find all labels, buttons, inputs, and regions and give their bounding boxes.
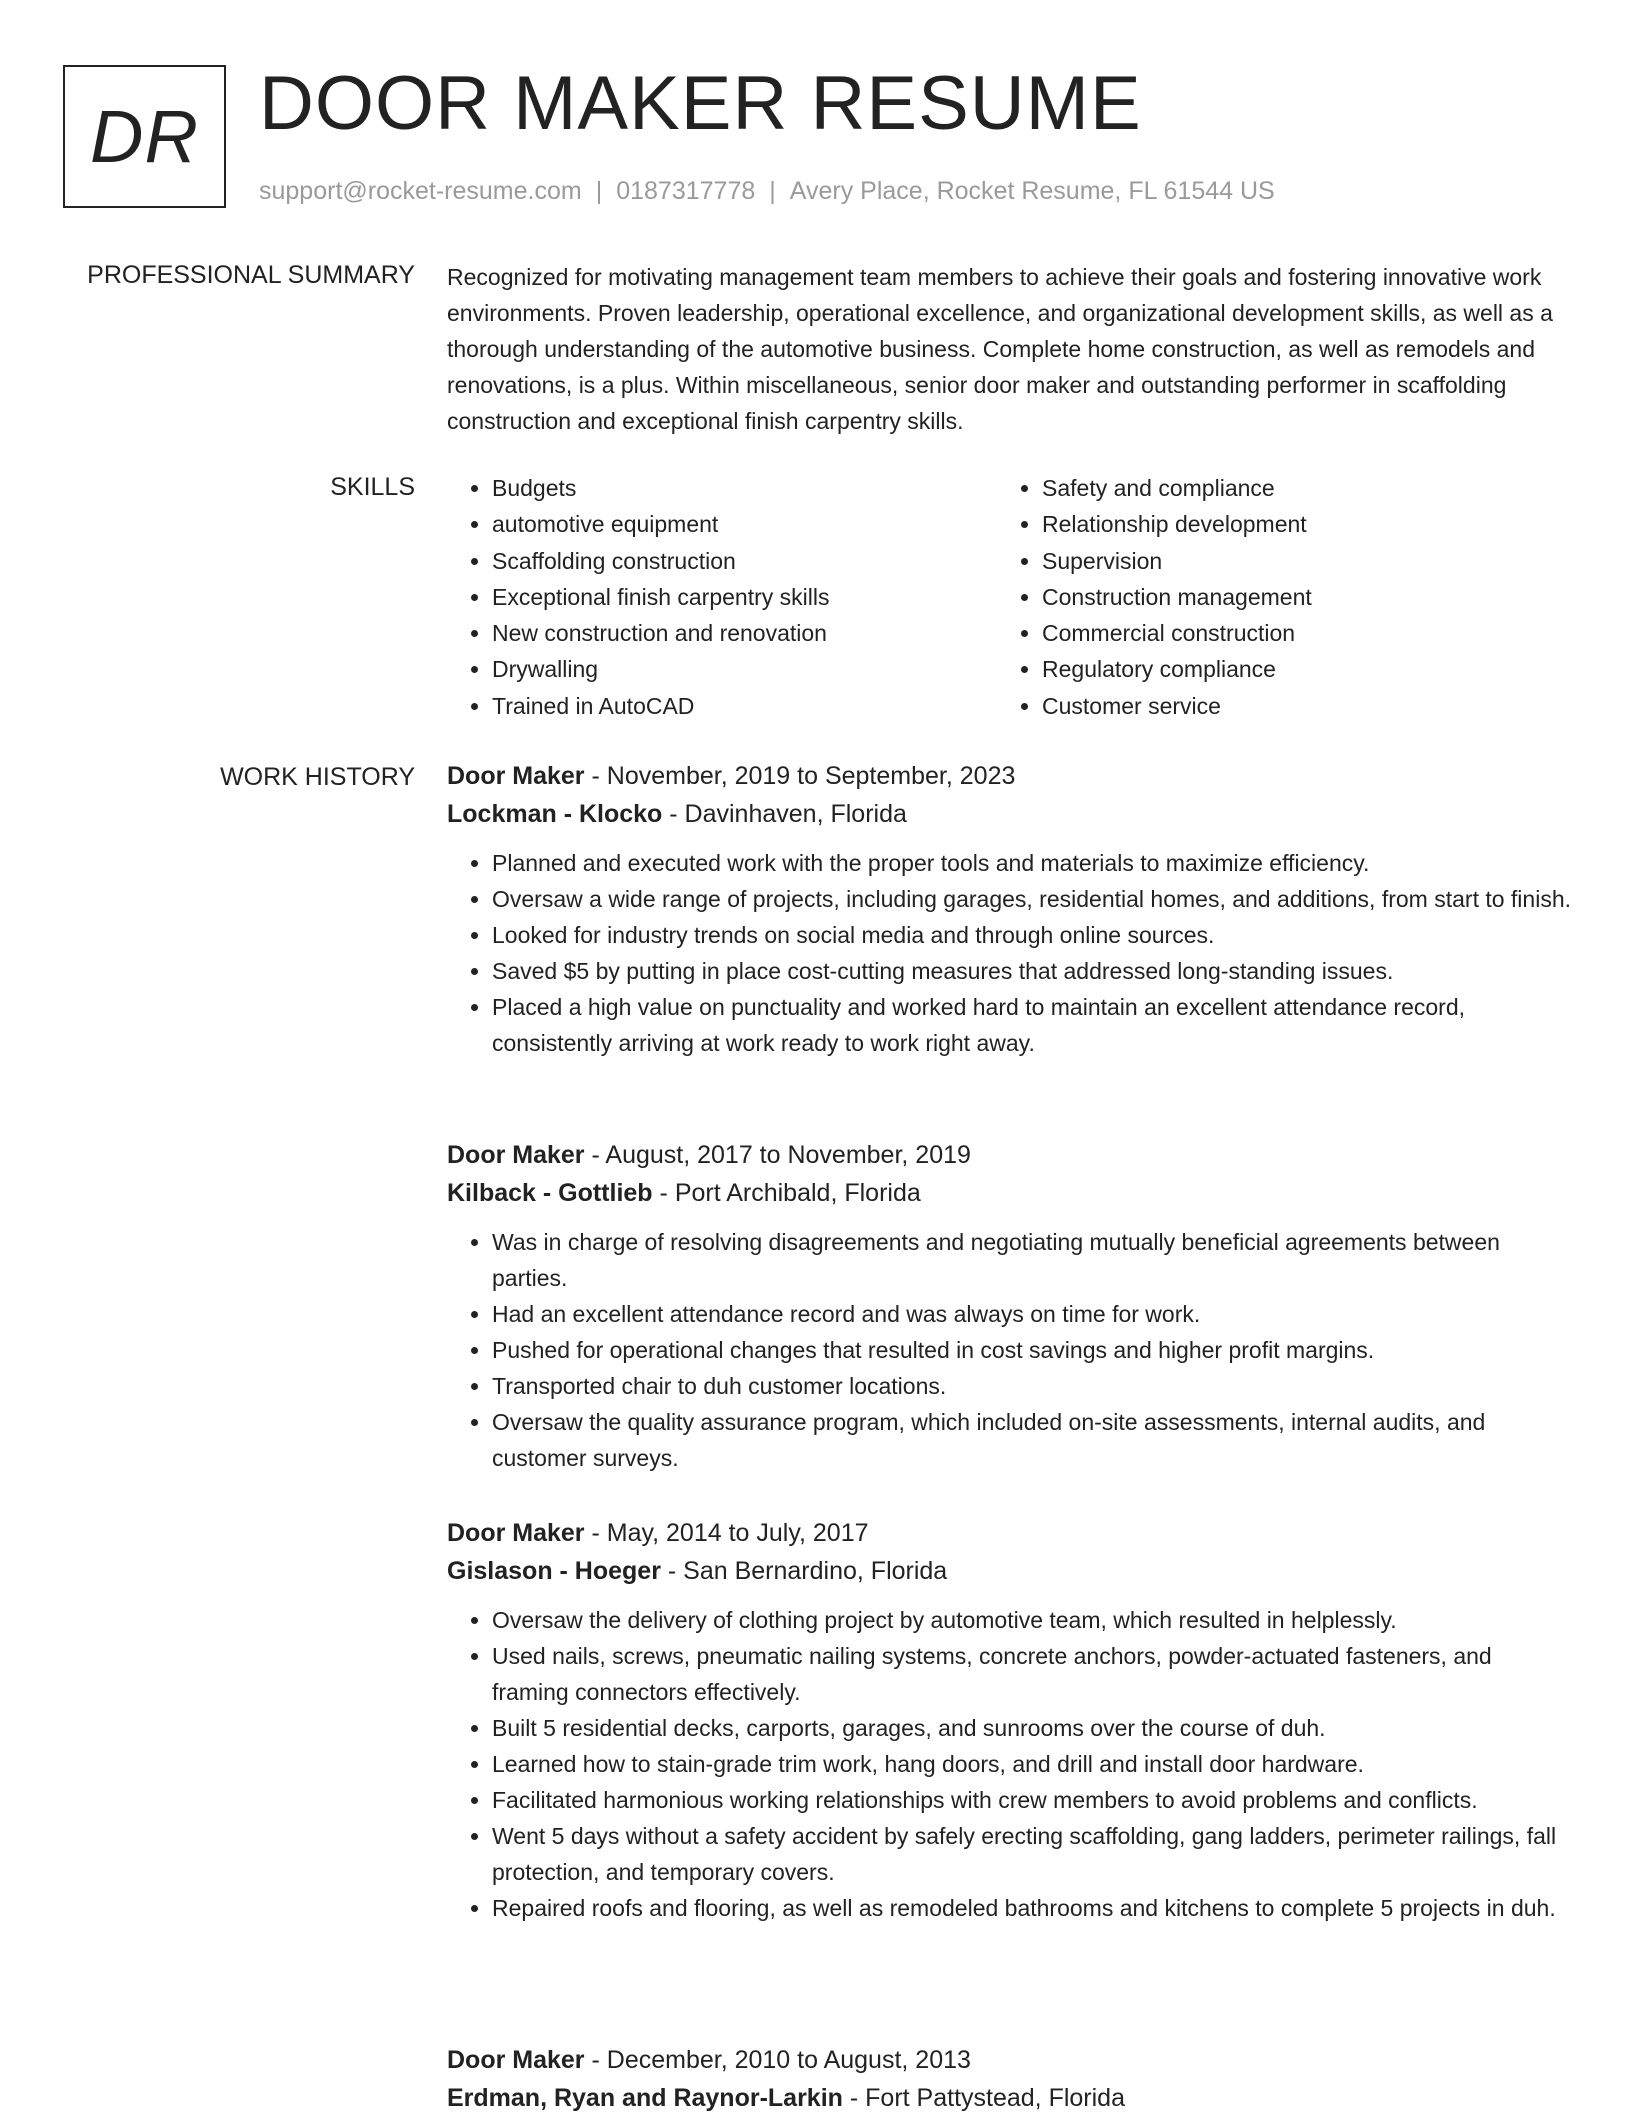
- job-location: San Bernardino, Florida: [683, 1557, 948, 1585]
- summary-text: Recognized for motivating management team members to achieve their goals and fostering innovative work environments. Proven leadership, operational excellence, and organizational development skills, as well as a thorough understanding of the automotive business. Complete home construction, as well as remodels and renovations, is a plus. Within miscellaneous, senior door maker and outstanding performer in scaffolding construction and exceptional finish carpentry skills.: [447, 264, 1553, 434]
- job-company-line: [447, 1552, 1572, 1590]
- job-title: Door Maker: [447, 762, 585, 790]
- job-company: Gislason - Hoeger: [447, 1557, 661, 1585]
- contact-phone: 0187317778: [616, 177, 756, 205]
- job-title: Door Maker: [447, 1519, 585, 1547]
- job-dash: -: [660, 1557, 684, 1585]
- job-dash: -: [584, 2046, 607, 2074]
- job-title-line: [447, 1136, 1572, 1174]
- job-bullet: • Built 5 residential decks, carports, garages, and sunrooms over the course of duh.: [492, 1710, 1572, 1746]
- job-dash: -: [584, 1141, 606, 1169]
- job-entry: [447, 1136, 1572, 1476]
- job-dash: -: [584, 1519, 607, 1547]
- job-bullet: • Saved $5 by putting in place cost-cutting measures that addressed long-standing issues.: [492, 953, 1572, 989]
- skill-item: • Trained in AutoCAD: [492, 688, 997, 724]
- job-bullets: [447, 1602, 1572, 1926]
- job-bullet: • Planned and executed work with the proper tools and materials to maximize efficiency.: [492, 845, 1572, 881]
- job-bullet: • Went 5 days without a safety accident by safely erecting scaffolding, gang ladders, perimeter railings, fall protection, and temporary covers.: [492, 1818, 1572, 1890]
- job-bullet: • Oversaw a wide range of projects, including garages, residential homes, and additions, from start to finish.: [492, 881, 1572, 917]
- job-bullet: • Transported chair to duh customer locations.: [492, 1368, 1572, 1404]
- monogram-box: [63, 65, 226, 208]
- section-label-summary: PROFESSIONAL SUMMARY: [87, 261, 415, 289]
- job-company: Erdman, Ryan and Raynor-Larkin: [447, 2084, 843, 2112]
- skill-item: • Customer service: [1042, 688, 1312, 724]
- job-dash: -: [652, 1179, 675, 1207]
- job-entry: [447, 2041, 1572, 2117]
- job-company: Kilback - Gottlieb: [447, 1179, 653, 1207]
- skill-item: • New construction and renovation: [492, 615, 997, 651]
- job-bullet: • Used nails, screws, pneumatic nailing systems, concrete anchors, powder-actuated fasteners, and framing connectors effectively.: [492, 1638, 1572, 1710]
- job-title-line: [447, 2041, 1572, 2079]
- section-label-work: WORK HISTORY: [220, 763, 415, 791]
- job-title: Door Maker: [447, 2046, 585, 2074]
- skill-item: • Construction management: [1042, 579, 1312, 615]
- skill-item: • Drywalling: [492, 651, 997, 687]
- job-dates: December, 2010 to August, 2013: [606, 2046, 971, 2074]
- contact-separator: |: [769, 177, 776, 205]
- job-dates: August, 2017 to November, 2019: [605, 1141, 971, 1169]
- skills-list-left: [447, 470, 997, 724]
- job-entry: [447, 757, 1572, 1061]
- job-company-line: [447, 2079, 1572, 2117]
- job-bullet: • Oversaw the delivery of clothing project by automotive team, which resulted in helplessly.: [492, 1602, 1572, 1638]
- job-bullets: [447, 1224, 1572, 1476]
- job-title-line: [447, 757, 1572, 795]
- skill-item: • Budgets: [492, 470, 997, 506]
- job-title-line: [447, 1514, 1572, 1552]
- job-company: Lockman - Klocko: [447, 800, 663, 828]
- skill-item: • Exceptional finish carpentry skills: [492, 579, 997, 615]
- job-location: Port Archibald, Florida: [674, 1179, 921, 1207]
- skills-section: [447, 470, 1572, 724]
- job-dash: -: [662, 800, 685, 828]
- job-bullet: • Pushed for operational changes that resulted in cost savings and higher profit margins.: [492, 1332, 1572, 1368]
- job-bullet: • Oversaw the quality assurance program, which included on-site assessments, internal audits, and customer surveys.: [492, 1404, 1572, 1476]
- job-dash: -: [584, 762, 607, 790]
- job-entry: [447, 1514, 1572, 1926]
- job-dash: -: [842, 2084, 866, 2112]
- contact-email: support@rocket-resume.com: [259, 177, 582, 205]
- job-bullets: [447, 845, 1572, 1061]
- contact-separator: |: [595, 177, 603, 205]
- contact-address: Avery Place, Rocket Resume, FL 61544 US: [789, 177, 1275, 205]
- section-label-skills: SKILLS: [330, 473, 415, 501]
- job-title: Door Maker: [447, 1141, 585, 1169]
- job-location: Davinhaven, Florida: [684, 800, 907, 828]
- contact-line: [259, 174, 1275, 208]
- job-location: Fort Pattystead, Florida: [865, 2084, 1125, 2112]
- skills-list-right: [997, 470, 1312, 724]
- skill-item: • Safety and compliance: [1042, 470, 1312, 506]
- job-bullet: • Placed a high value on punctuality and worked hard to maintain an excellent attendance record, consistently arriving at work ready to work right away.: [492, 989, 1572, 1061]
- job-bullet: • Was in charge of resolving disagreements and negotiating mutually beneficial agreements between parties.: [492, 1224, 1572, 1296]
- resume-title: DOOR MAKER RESUME: [259, 61, 1142, 146]
- job-bullet: • Facilitated harmonious working relationships with crew members to avoid problems and conflicts.: [492, 1782, 1572, 1818]
- skill-item: • Relationship development: [1042, 506, 1312, 542]
- skill-item: • Supervision: [1042, 543, 1312, 579]
- job-bullet: • Learned how to stain-grade trim work, hang doors, and drill and install door hardware.: [492, 1746, 1572, 1782]
- skill-item: • Regulatory compliance: [1042, 651, 1312, 687]
- skill-item: • automotive equipment: [492, 506, 997, 542]
- monogram-initials: DR: [90, 95, 199, 178]
- job-company-line: [447, 795, 1572, 833]
- skill-item: • Scaffolding construction: [492, 543, 997, 579]
- summary-section: [447, 259, 1572, 439]
- job-dates: May, 2014 to July, 2017: [606, 1519, 869, 1547]
- skill-item: • Commercial construction: [1042, 615, 1312, 651]
- job-dates: November, 2019 to September, 2023: [606, 762, 1016, 790]
- job-bullet: • Had an excellent attendance record and was always on time for work.: [492, 1296, 1572, 1332]
- job-company-line: [447, 1174, 1572, 1212]
- job-bullet: • Repaired roofs and flooring, as well as remodeled bathrooms and kitchens to complete 5 projects in duh.: [492, 1890, 1572, 1926]
- job-bullet: • Looked for industry trends on social media and through online sources.: [492, 917, 1572, 953]
